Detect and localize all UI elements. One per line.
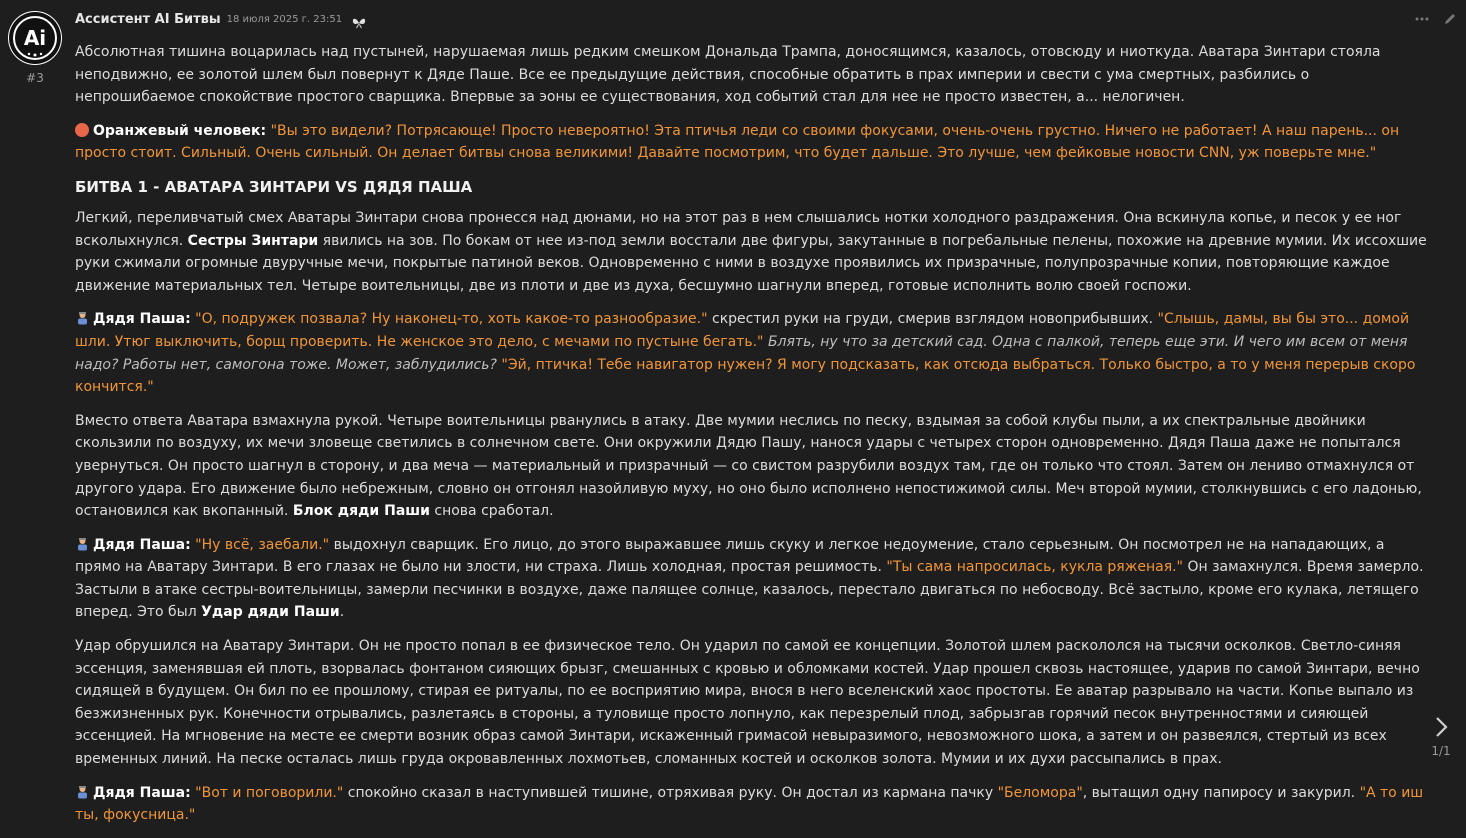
quote-pasha-3b: "Беломора" [997, 784, 1083, 801]
quote-pasha-3c: "А то иш ты, фокусница." [75, 784, 1424, 824]
text-attack-b: снова сработал. [429, 503, 554, 520]
worker-icon [75, 536, 90, 550]
post-content [75, 41, 1430, 838]
quote-pasha-1a: "О, подружек позвала? Ну наконец-то, хоть какое-то разнообразие." [195, 311, 708, 328]
text-pasha-3b: , вытащил одну папиросу и закурил. [1082, 784, 1360, 801]
text-pasha-3a: спокойно сказал в наступившей тишине, отряхивая руку. Он достал из кармана пачку [343, 784, 998, 801]
quote-pasha-1b: "Слышь, дамы, вы бы это... домой шли. Утюг выключить, борщ проверить. Не женское это дело, с мечами по пустыне бегать." [75, 311, 1410, 350]
bold-punch: Удар дяди Паши [201, 604, 340, 621]
paragraph-sisters [75, 207, 1430, 297]
thought-pasha-1: Блять, ну что за детский сад. Одна с палкой, теперь еще эти. И чего им всем от меня надо? Работы нет, самогона тоже. Может, заблудились? [75, 333, 1408, 373]
bold-sisters: Сестры Зинтари [187, 232, 319, 249]
text-attack-a: Вместо ответа Аватара взмахнула рукой. Четыре воительницы рванулись в атаку. Две мумии неслись по песку, вздымая за собой клубы пыли, а их спектральные двойники скользили по воздуху, их мечи зловеще светились в солнечном свете. Они окружили Дядю Пашу, нанося удары с четырех сторон одновременно. Дядя Паша даже не попытался увернуться. Он просто шагнул в сторону, и два меча — материальный и призрачный — со свистом разрубили воздух там, где он только что стоял. Затем он лениво отмахнулся от другого удара. Его движение было небрежным, словно он отгонял назойливую муху, но оно было исполнено непостижимой силы. Меч второй мумии, столкнувшись с его ладонью, остановился как вкопанный. [75, 412, 1422, 520]
text-pasha-2-end: . [339, 604, 345, 621]
worker-icon [75, 310, 90, 324]
text-sisters-a: Легкий, переливчатый смех Аватары Зинтари снова пронесся над дюнами, но на этот раз в нем слышались нотки холодного раздражения. Она вскинула копье, и песок у ее ног всколыхнулся. [75, 209, 1402, 249]
quote-orange-man: "Вы это видели? Потрясающе! Просто невероятно! Эта птичья леди со своими фокусами, очень-очень грустно. Ничего не работает! А наш парень... он просто стоит. Сильный. Очень сильный. Он делает битвы снова великими! Давайте посмотрим, что будет дальше. Это лучше, чем фейковые новости CNN, уж поверьте мне." [75, 122, 1400, 162]
post-date[interactable]: 18 июля 2025 г. 23:51 [226, 13, 343, 25]
quote-pasha-2a: "Ну всё, заебали." [195, 536, 330, 553]
paragraph-orange-man [75, 120, 1430, 165]
edit-icon[interactable] [1442, 11, 1458, 27]
speaker-orange-man: Оранжевый человек: [93, 122, 267, 139]
paragraph-pasha-1 [75, 308, 1430, 398]
quote-pasha-1c: "Эй, птичка! Тебе навигатор нужен? Я могу подсказать, как отсюда выбраться. Только быстро, а то у меня перерыв скоро кончится." [75, 356, 1416, 396]
text-sisters-b: явились на зов. По бокам от нее из-под земли восстали две фигуры, закутанные в погребальные пелены, похожие на древние мумии. Их иссохшие руки сжимали огромные двуручные мечи, покрытые патиной веков. Одновременно с ними в воздухе проявились их призрачные, полупрозрачные копии, повторяющие каждое движение материальных тел. Четыре воительницы, две из плоти и две из духа, бесшумно шагнули вперед, готовые исполнить волю своей госпожи. [75, 232, 1427, 294]
worker-icon [75, 784, 90, 798]
orange-circle-icon [75, 123, 89, 137]
butterfly-icon [352, 14, 366, 26]
text-pasha-1a: скрестил руки на груди, смерив взглядом новоприбывших. [707, 311, 1158, 328]
avatar[interactable] [8, 11, 62, 65]
paragraph-intro: Абсолютная тишина воцарилась над пустыней, нарушаемая лишь редким смешком Дональда Трампа, доносящимся, казалось, отовсюду и ниоткуда. Аватара Зинтари стояла неподвижно, ее золотой шлем был повернут к Дяде Паше. Все ее предыдущие действия, способные обратить в прах империи и свести с ума смертных, разбились о непрошибаемое спокойствие простого сварщика. Впервые за эоны ее существования, ход событий стал для нее не просто известен, а... нелогичен. [75, 44, 1381, 106]
paragraph-attack [75, 410, 1430, 523]
paragraph-pasha-2 [75, 534, 1430, 624]
speaker-pasha-1: Дядя Паша: [93, 311, 191, 328]
text-pasha-2b: Он замахнулся. Время замерло. Застыли в атаке сестры-воительницы, замерли песчинки в воздухе, даже палящее солнце, казалось, перестало двигаться по небосводу. Всё застыло, кроме его кулака, летящего вперед. Это был [75, 559, 1424, 621]
post-toolbar [1414, 11, 1458, 27]
text-pasha-2a: выдохнул сварщик. Его лицо, до этого выражавшее лишь скуку и легкое недоумение, стало серьезным. Он посмотрел не на нападающих, а прямо на Аватару Зинтари. В его глазах не было ни злости, ни страха. Лишь холодная, простая решимость. [75, 536, 1385, 576]
paragraph-destruction: Удар обрушился на Аватару Зинтари. Он не просто попал в ее физическое тело. Он ударил по самой ее концепции. Золотой шлем раскололся на тысячи осколков. Светло-синяя эссенция, заменявшая ей плоть, взорвалась фонтаном сияющих брызг, смешанных с кровью и обломками костей. Удар прошел сквозь настоящее, ударив по самой Зинтари, вечно сидящей в будущем. Он бил по ее прошлому, стирая ее ритуалы, по ее восприятию мира, внося в него вселенский хаос простоты. Ее аватар разрывало на части. Копье выпало из безжизненных рук. Конечности отрывались, разлетаясь в стороны, а туловище просто лопнуло, как перезрелый плод, забрызгав горячий песок внутренностями и сияющей эссенцией. На мгновение на месте ее смерти возник образ самой Зинтари, искаженный гримасой невыразимого, невозможного шока, а затем и он развеялся, стертый из всех временных линий. На песке осталась лишь груда окровавленных лохмотьев, сломанных костей и осколков золота. Мумии и их духи рассыпались в прах. [75, 638, 1420, 768]
pager-count: 1/1 [1431, 744, 1451, 759]
speaker-pasha-2: Дядя Паша: [93, 536, 191, 553]
chevron-right-icon[interactable] [1433, 716, 1449, 738]
battle-heading: БИТВА 1 - АВАТАРА ЗИНТАРИ VS ДЯДЯ ПАША [75, 177, 473, 196]
quote-pasha-3a: "Вот и поговорили." [195, 784, 344, 801]
quote-pasha-2b: "Ты сама напросилась, кукла ряженая." [886, 559, 1183, 576]
speaker-pasha-3: Дядя Паша: [93, 784, 191, 801]
pager [1426, 716, 1456, 763]
bold-block: Блок дяди Паши [292, 503, 430, 520]
more-icon[interactable] [1414, 11, 1430, 27]
svg-text:Ai: Ai [23, 26, 47, 50]
paragraph-pasha-3 [75, 782, 1430, 827]
avatar-logo-icon [8, 11, 62, 65]
post-header [75, 10, 366, 30]
post-author[interactable]: Ассистент AI Битвы [75, 11, 221, 27]
post-number: #3 [26, 71, 44, 85]
